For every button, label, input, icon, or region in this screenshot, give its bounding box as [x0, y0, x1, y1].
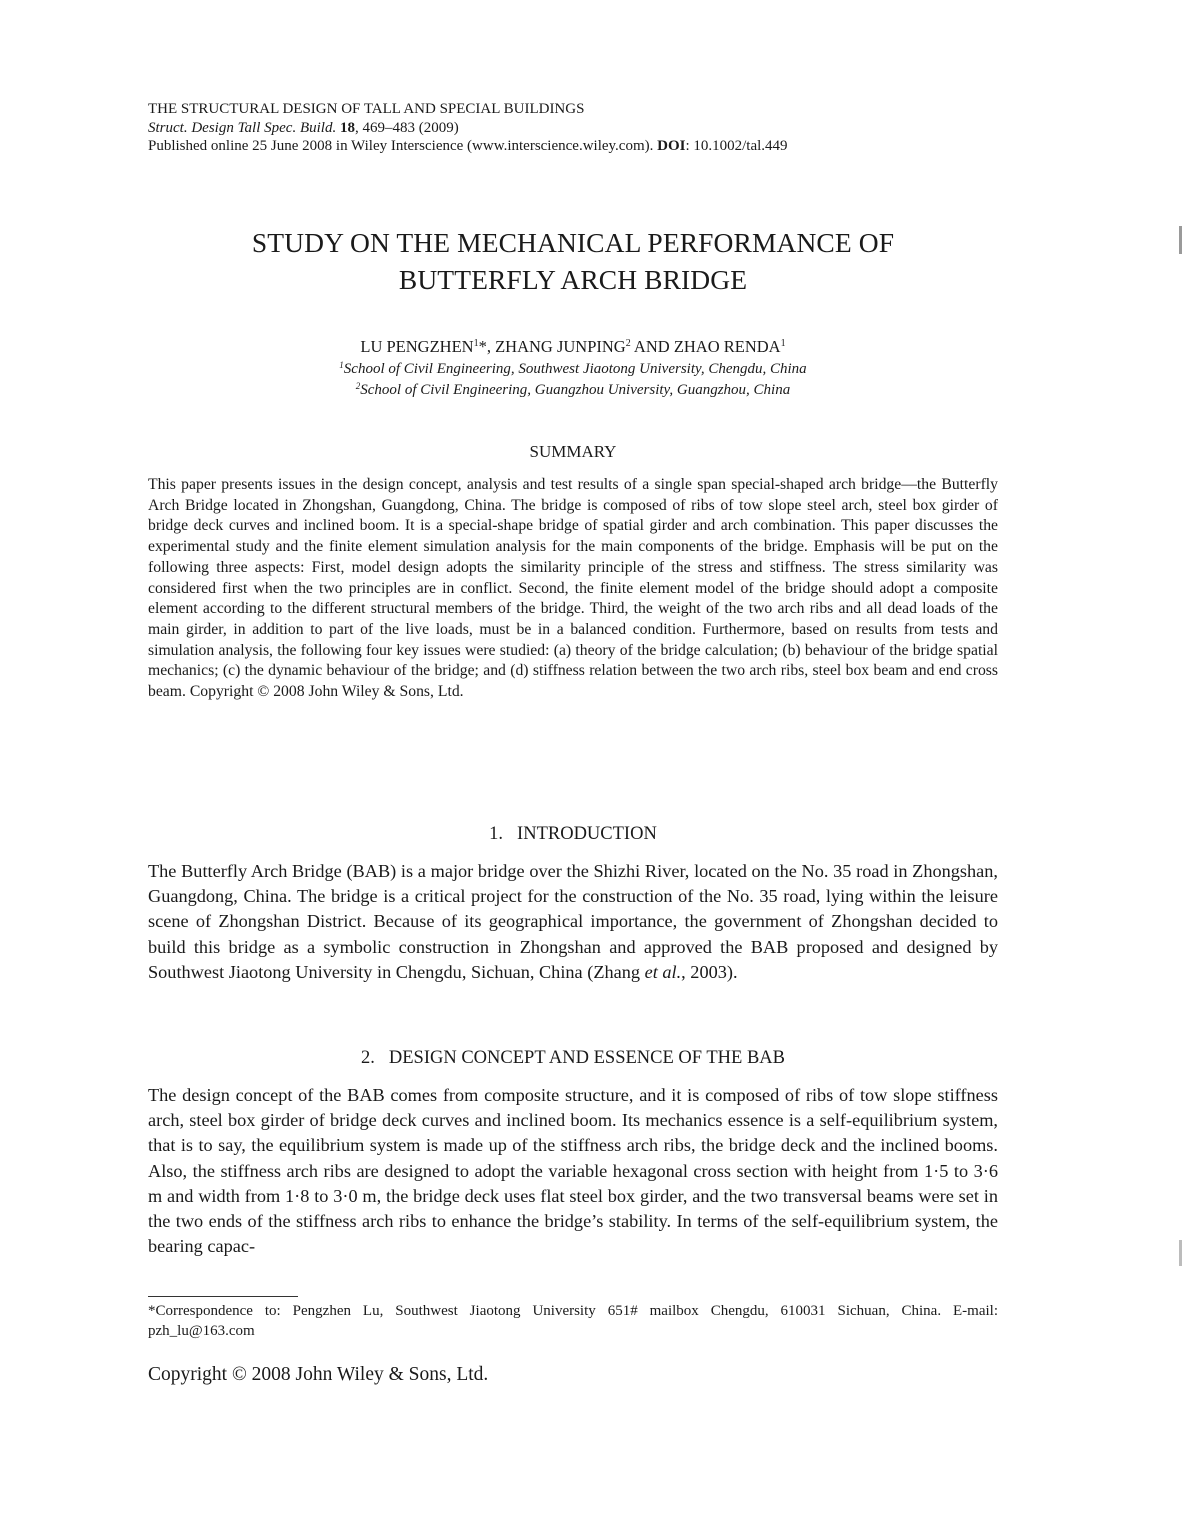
affiliation-1	[148, 359, 998, 380]
citation-volume: 18	[339, 119, 355, 136]
paper-title	[148, 224, 998, 298]
author-1-affil: 1	[473, 338, 479, 349]
affiliation-2	[148, 380, 998, 401]
summary-heading: SUMMARY	[529, 442, 617, 461]
section-title: INTRODUCTION	[517, 824, 657, 844]
section-heading-design-concept	[148, 1046, 998, 1070]
journal-citation	[148, 119, 998, 138]
section-number: 1.	[489, 824, 504, 844]
corresponding-mark: *,	[478, 337, 496, 356]
citation-journal: Struct. Design Tall Spec. Build.	[148, 119, 337, 136]
summary-paragraph: This paper presents issues in the design concept, analysis and test results of a single span special-shaped arch bridge—the Butterfly Arch Bridge located in Zhongshan, Guangdong, China. The bridge is composed of ribs of tow slope steel arch, steel box girder of bridge deck curves and inclined boom. It is a special-shape bridge of spatial girder and arch combination. This paper discusses the experimental study and the finite element simulation analysis for the main components of the bridge. Emphasis will be put on the following three aspects: First, model design adopts the similarity principle of the stress and stiffness. The stress similarity was considered first when the two principles are in conflict. Second, the finite element model of the bridge should adopt a composite element according to the different structural members of the bridge. Third, the weight of the two arch ribs and all dead loads of the main girder, in addition to part of the live loads, must be in a balanced condition. Furthermore, based on results from tests and simulation analysis, the following four key issues were studied: (a) theory of the bridge calculation; (b) behaviour of the bridge spatial mechanics; (c) the dynamic behaviour of the bridge; and (d) stiffness relation between the two arch ribs, steel box beam and end cross beam. Copyright © 2008 John Wiley & Sons, Ltd.	[148, 476, 998, 701]
publication-line	[148, 137, 998, 156]
citation-pages: , 469–483 (2009)	[354, 119, 459, 136]
journal-name: THE STRUCTURAL DESIGN OF TALL AND SPECIAL BUILDINGS	[148, 101, 585, 117]
author-connector: AND	[630, 337, 674, 356]
section-heading-introduction	[148, 822, 998, 846]
affiliation-1-text: School of Civil Engineering, Southwest Jiaotong University, Chengdu, China	[343, 361, 807, 377]
author-list	[148, 336, 998, 358]
doi-label: DOI	[657, 138, 686, 154]
affiliation-1-number: 1	[339, 360, 344, 370]
author-3: ZHAO RENDA	[673, 337, 781, 356]
design-concept-paragraph: The design concept of the BAB comes from composite structure, and it is composed of ribs of tow slope stiffness arch, steel box girder of bridge deck curves and inclined boom. Its mechanics essence is a self-equilibrium system, that is to say, the equilibrium system is made up of the stiffness arch ribs, the bridge deck and the inclined booms. Also, the stiffness arch ribs are designed to adopt the variable hexagonal cross section with height from 1·5 to 3·6 m and width from 1·8 to 3·0 m, the bridge deck uses flat steel box girder, and the two transversal beams were set in the two ends of the stiffness arch ribs to enhance the bridge’s stability. In terms of the self-equilibrium system, the bearing capac-	[148, 1085, 998, 1257]
author-2: ZHANG JUNPING	[495, 337, 626, 356]
copyright-footer: Copyright © 2008 John Wiley & Sons, Ltd.	[148, 1364, 489, 1385]
intro-text: The Butterfly Arch Bridge (BAB) is a major bridge over the Shizhi River, located on the No. 35 road in Zhongshan, Guangdong, China. The bridge is a critical project for the construction of the No. 35 road, lying within the leisure scene of Zhongshan District. Because of its geographical importance, the government of Zhongshan decided to build this bridge as a symbolic construction in Zhongshan and approved the BAB proposed and designed by Southwest Jiaotong University in Chengdu, Sichuan, China (Zhang	[148, 861, 998, 982]
section-number: 2.	[361, 1048, 375, 1068]
published-text: Published online 25 June 2008 in Wiley Interscience (www.interscience.wiley.com).	[148, 138, 654, 154]
doi-value: : 10.1002/tal.449	[685, 138, 788, 154]
section-title: DESIGN CONCEPT AND ESSENCE OF THE BAB	[388, 1048, 785, 1068]
intro-text-end: , 2003).	[681, 961, 738, 982]
journal-header	[148, 100, 998, 156]
intro-italic: et al.	[644, 961, 682, 982]
footnote-divider	[148, 1296, 298, 1297]
title-line-1: STUDY ON THE MECHANICAL PERFORMANCE OF	[251, 227, 895, 258]
title-line-2: BUTTERFLY ARCH BRIDGE	[398, 264, 748, 295]
introduction-paragraph	[148, 859, 998, 985]
author-2-affil: 2	[625, 338, 631, 349]
author-3-affil: 1	[780, 338, 786, 349]
author-1: LU PENGZHEN	[360, 337, 474, 356]
affiliation-2-text: School of Civil Engineering, Guangzhou University, Guangzhou, China	[360, 382, 791, 398]
affiliation-2-number: 2	[355, 381, 361, 391]
correspondence-footnote: *Correspondence to: Pengzhen Lu, Southwest Jiaotong University 651# mailbox Chengdu, 610031 Sichuan, China. E-mail: pzh_lu@163.com	[148, 1303, 998, 1339]
